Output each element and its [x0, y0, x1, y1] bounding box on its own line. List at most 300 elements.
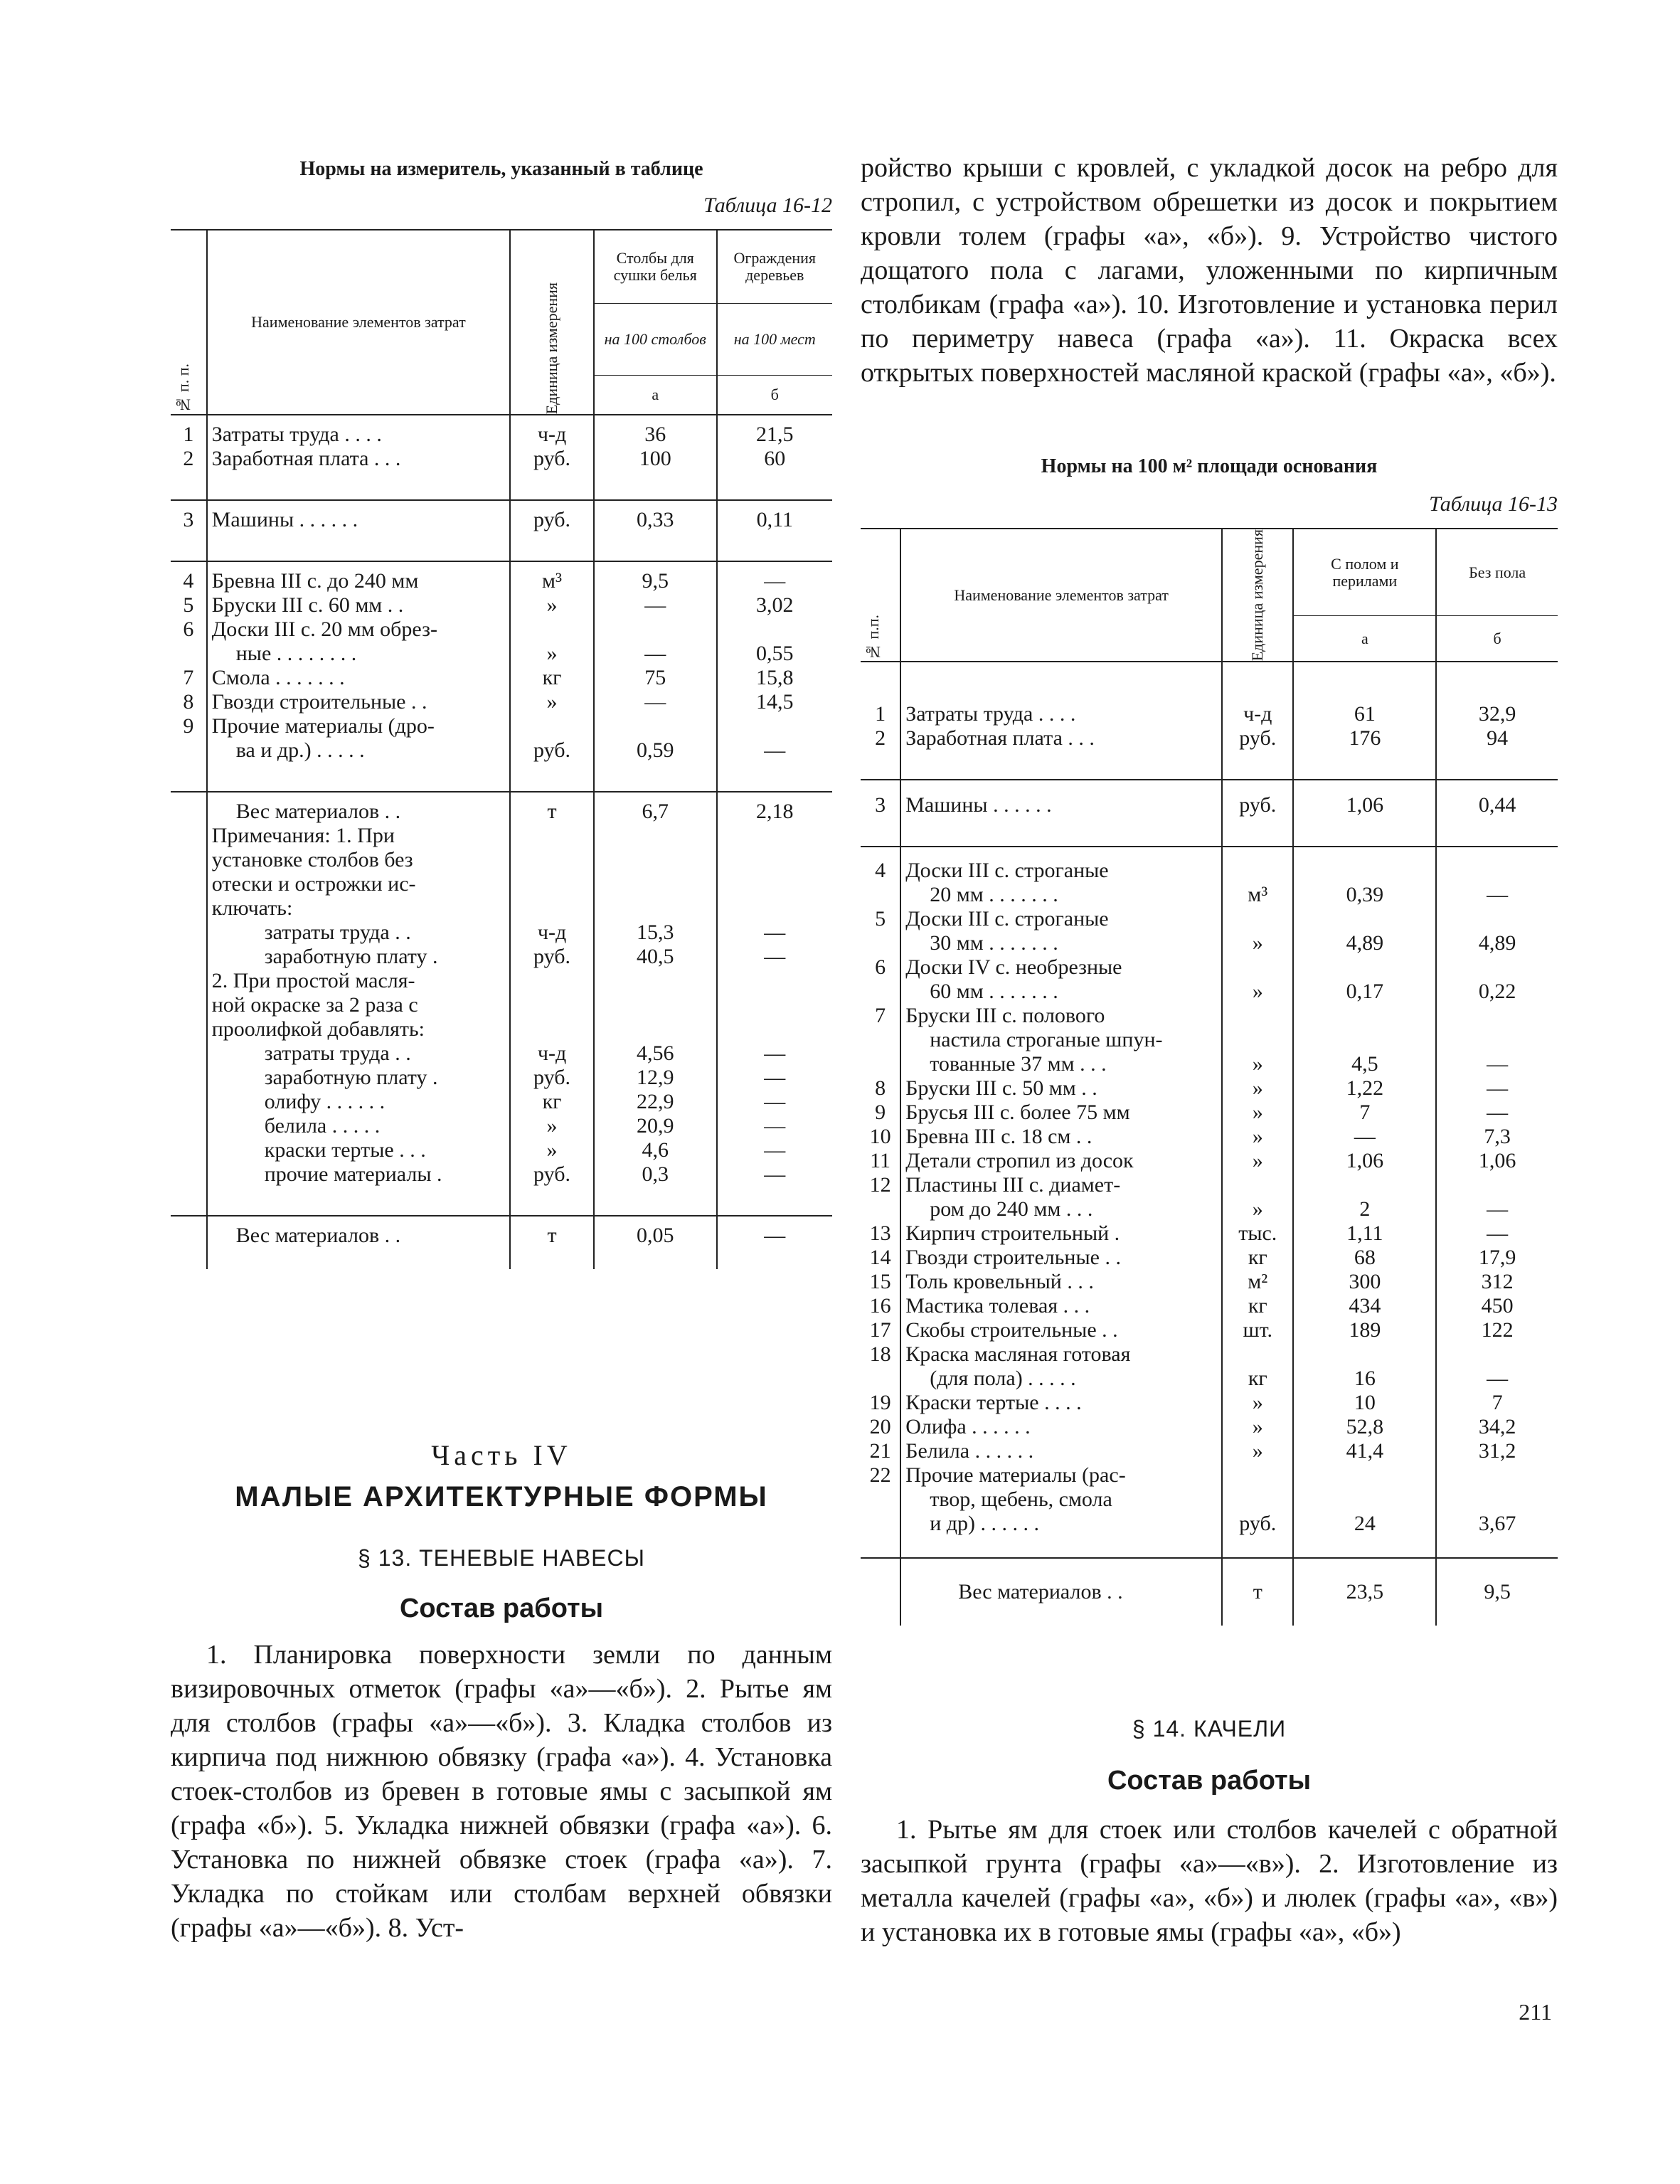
row-number: 11 [870, 1149, 891, 1173]
table-gap [171, 792, 832, 800]
row-value-b: — [1436, 1076, 1558, 1101]
row-name: Доски III с. 20 мм обрез- [207, 617, 510, 642]
row-value-b: — [1436, 1052, 1558, 1076]
row-unit [1222, 1004, 1293, 1028]
row-value-a [1293, 859, 1436, 883]
row-value-b: 450 [1436, 1294, 1558, 1318]
row-value-a: 61 [1293, 702, 1436, 726]
row-unit: » [1222, 1439, 1293, 1463]
table-row [171, 824, 832, 848]
table-row [171, 617, 832, 642]
row-name: 20 мм . . . . . . . [900, 883, 1222, 907]
weight-a: 23,5 [1293, 1580, 1436, 1604]
row-unit [1222, 1342, 1293, 1367]
table-row [171, 714, 832, 738]
table-gap [171, 561, 832, 569]
table-row [171, 690, 832, 714]
table-row [861, 1463, 1558, 1488]
row-value-a: 1,06 [1293, 1149, 1436, 1173]
row-value-b: — [1436, 883, 1558, 907]
row-unit: руб. [510, 447, 594, 471]
row-unit: » [1222, 1101, 1293, 1125]
row-value-b: — [717, 569, 832, 593]
header-b: б [1436, 616, 1558, 662]
row-unit: » [510, 593, 594, 617]
row-name: ва и др.) . . . . . [207, 738, 510, 763]
row-value-a: 52,8 [1293, 1415, 1436, 1439]
table-row [171, 666, 832, 690]
row-unit [1222, 859, 1293, 883]
part-title: МАЛЫЕ АРХИТЕКТУРНЫЕ ФОРМЫ [235, 1481, 768, 1512]
table-16-13-heading: Нормы на 100 м² площади основания [1041, 455, 1378, 477]
table-row [171, 848, 832, 872]
row-name: Прочие материалы (дро- [207, 714, 510, 738]
row-unit: » [1222, 1052, 1293, 1076]
row-value-a: — [594, 690, 717, 714]
section-13-subtitle: Состав работы [399, 1594, 604, 1623]
row-value-b [1436, 1173, 1558, 1197]
row-name: Машины . . . . . . [900, 793, 1222, 817]
row-number: 15 [869, 1270, 891, 1294]
row-value-a: 300 [1293, 1270, 1436, 1294]
row-value-b: — [717, 1090, 832, 1114]
row-number [171, 945, 207, 969]
row-number: 19 [869, 1391, 891, 1415]
row-number: 10 [869, 1125, 891, 1149]
row-name: ром до 240 мм . . . [900, 1197, 1222, 1221]
row-value-b [1436, 1488, 1558, 1512]
row-name: ные . . . . . . . . [207, 642, 510, 666]
weight-unit: т [510, 800, 594, 824]
row-number: 9 [875, 1101, 886, 1125]
row-value-a: 1,22 [1293, 1076, 1436, 1101]
row-unit: м² [1222, 1270, 1293, 1294]
row-value-a [1293, 1342, 1436, 1367]
row-unit: шт. [1222, 1318, 1293, 1342]
header-a: а [594, 376, 717, 415]
row-value-b: — [717, 1138, 832, 1162]
row-value-b [1436, 1342, 1558, 1367]
row-value-b: 122 [1436, 1318, 1558, 1342]
note-text: проолифкой добавлять: [207, 1017, 510, 1041]
header-col-b-title: Ограждения деревьев [717, 230, 832, 304]
row-number: 4 [183, 569, 194, 593]
row-unit [1222, 1488, 1293, 1512]
header-no: № п.п. [864, 615, 882, 662]
row-name: Краски тертые . . . . [900, 1391, 1222, 1415]
row-unit: руб. [1222, 726, 1293, 751]
row-number: 13 [869, 1221, 891, 1246]
row-value-a: 12,9 [594, 1066, 717, 1090]
row-name: заработную плату . [207, 1066, 510, 1090]
table-row [861, 1367, 1558, 1391]
row-value-b: — [717, 921, 832, 945]
table-row [861, 931, 1558, 955]
table-row [171, 1138, 832, 1162]
row-number: 3 [183, 508, 194, 531]
row-value-b: 32,9 [1436, 702, 1558, 726]
row-unit: кг [510, 666, 594, 690]
table-gap [171, 1216, 832, 1224]
row-unit: » [1222, 1197, 1293, 1221]
row-number: 4 [875, 859, 886, 883]
weight-a: 6,7 [594, 800, 717, 824]
row-name: Заработная плата . . . [900, 726, 1222, 751]
row-value-a: 68 [1293, 1246, 1436, 1270]
row-unit: руб. [510, 1162, 594, 1187]
row-name: краски тертые . . . [207, 1138, 510, 1162]
table-row [861, 1052, 1558, 1076]
table-gap [171, 1187, 832, 1216]
table-row [861, 1294, 1558, 1318]
section-13-text: 1. Планировка поверхности земли по данным визировочных отметок (графы «а»—«б»). 2. Рытье ям для столбов (графы «а»—«б»). 3. Кладка столбов из кирпича под нижнюю обвязку (графа «а»). 4. Установка стоек-столбов из бревен в готовые ямы с засыпкой ям (графа «б»). 5. Укладка нижней обвязки (графа «а»). 6. Установка по нижней обвязке стоек (графа «а»). 7. Укладка по стойкам или столбам верхней обвязки (графы «а»—«б»). 8. Уст- [171, 1640, 832, 1943]
row-number [861, 883, 900, 907]
table-row [171, 738, 832, 763]
row-value-a: 1,06 [1293, 793, 1436, 817]
row-value-b: 1,06 [1436, 1149, 1558, 1173]
table-row [171, 447, 832, 471]
row-name: Гвозди строительные . . [900, 1246, 1222, 1270]
table-gap [171, 532, 832, 561]
row-value-a: 40,5 [594, 945, 717, 969]
row-name: Пластины III с. диамет- [900, 1173, 1222, 1197]
table-gap [861, 847, 1558, 859]
row-value-a: 0,3 [594, 1162, 717, 1187]
row-value-a: 20,9 [594, 1114, 717, 1138]
note-text: Примечания: 1. При [207, 824, 510, 848]
row-value-a: 41,4 [1293, 1439, 1436, 1463]
row-value-b [1436, 907, 1558, 931]
row-value-b: — [1436, 1101, 1558, 1125]
row-number: 5 [183, 593, 194, 617]
row-number: 7 [875, 1004, 886, 1028]
table-row [861, 1246, 1558, 1270]
row-value-b: — [1436, 1197, 1558, 1221]
continued-text: ройство крыши с кровлей, с укладкой досок на ребро для стропил, с устройством обрешетки из досок и покрытием кровли толем (графы «а», «б»). 9. Устройство чистого дощатого пола с лагами, уложенными по кирпичным столбикам (графа «а»). 10. Изготовление и установка перил по периметру навеса (графа «а»). 11. Окраска всех открытых поверхностей масляной краской (графы «а», «б»). [861, 153, 1558, 388]
row-value-b: — [717, 1066, 832, 1090]
row-name: Детали стропил из досок [900, 1149, 1222, 1173]
row-unit: кг [1222, 1294, 1293, 1318]
table-row [171, 1090, 832, 1114]
row-unit: » [510, 1114, 594, 1138]
row-unit: » [1222, 931, 1293, 955]
row-name: Машины . . . . . . [207, 508, 510, 532]
row-number: 18 [869, 1342, 891, 1367]
row-name: Бруски III с. полового [900, 1004, 1222, 1028]
table-row [861, 1197, 1558, 1221]
table-gap [861, 1536, 1558, 1558]
table-gap [861, 817, 1558, 847]
note-text: 2. При простой масля- [207, 969, 510, 993]
row-value-b: 0,22 [1436, 980, 1558, 1004]
row-value-a: 24 [1293, 1512, 1436, 1536]
part-label: Часть IV [431, 1439, 572, 1471]
table-gap [861, 662, 1558, 702]
row-value-b [717, 617, 832, 642]
row-number: 22 [869, 1463, 891, 1488]
row-unit: » [510, 642, 594, 666]
table-16-12-heading: Нормы на измеритель, указанный в таблице [299, 158, 703, 180]
row-unit: » [1222, 1415, 1293, 1439]
row-unit: » [1222, 1125, 1293, 1149]
row-value-b: 7 [1436, 1391, 1558, 1415]
row-name: Бревна III с. 18 см . . [900, 1125, 1222, 1149]
table-row [171, 1041, 832, 1066]
row-name: затраты труда . . [207, 921, 510, 945]
page-number: 211 [1519, 1999, 1552, 2025]
row-name: 30 мм . . . . . . . [900, 931, 1222, 955]
header-name: Наименование элементов затрат [207, 230, 510, 415]
header-unit: Единица измерения [1248, 529, 1267, 662]
table-gap [171, 1248, 832, 1269]
row-name: Брусья III с. более 75 мм [900, 1101, 1222, 1125]
row-number: 7 [183, 666, 194, 689]
row-name: Бруски III с. 50 мм . . [900, 1076, 1222, 1101]
row-name: затраты труда . . [207, 1041, 510, 1066]
row-value-b: 34,2 [1436, 1415, 1558, 1439]
row-name: Смола . . . . . . . [207, 666, 510, 690]
table-row [171, 1162, 832, 1187]
row-value-b: 3,67 [1436, 1512, 1558, 1536]
row-unit: » [1222, 1391, 1293, 1415]
header-no: № п. п. [174, 364, 192, 414]
row-value-a: 9,5 [594, 569, 717, 593]
row-number [861, 980, 900, 1004]
row-number: 21 [869, 1439, 891, 1463]
table-row [171, 569, 832, 593]
row-number: 16 [869, 1294, 891, 1318]
header-col-b: Без пола [1436, 529, 1558, 616]
row-unit [1222, 1463, 1293, 1488]
row-value-b: 21,5 [717, 423, 832, 447]
header-col-a: С полом и перилами [1293, 529, 1436, 616]
table-row [861, 702, 1558, 726]
table-16-12 [171, 229, 832, 1269]
table-row [861, 1439, 1558, 1463]
row-value-a: 0,33 [594, 508, 717, 532]
row-value-b [1436, 859, 1558, 883]
row-number [861, 1028, 900, 1052]
row-value-a [594, 714, 717, 738]
row-unit: кг [510, 1090, 594, 1114]
row-number: 5 [875, 907, 886, 931]
row-number: 12 [869, 1173, 891, 1197]
row-number: 2 [875, 726, 886, 751]
section-14-subtitle: Состав работы [1107, 1766, 1312, 1796]
row-number [171, 1162, 207, 1187]
weight-label: Вес материалов . . [900, 1580, 1222, 1604]
row-value-b: 31,2 [1436, 1439, 1558, 1463]
row-name: 60 мм . . . . . . . [900, 980, 1222, 1004]
table-gap [171, 471, 832, 500]
header-col-a-per: на 100 столбов [594, 304, 717, 376]
header-unit: Единица измерения [543, 282, 561, 414]
row-value-b [1436, 955, 1558, 980]
table-row [861, 1580, 1558, 1604]
row-number: 8 [875, 1076, 886, 1101]
header-col-b-per: на 100 мест [717, 304, 832, 376]
table-row [861, 1270, 1558, 1294]
row-name: Доски III с. строганые [900, 859, 1222, 883]
row-value-a [1293, 1173, 1436, 1197]
row-name: Бруски III с. 60 мм . . [207, 593, 510, 617]
row-value-a [1293, 1488, 1436, 1512]
note-text: ключать: [207, 896, 510, 921]
row-number: 3 [875, 793, 886, 817]
row-unit: » [1222, 1149, 1293, 1173]
weight-b: 9,5 [1436, 1580, 1558, 1604]
row-unit: ч-д [510, 921, 594, 945]
row-value-a: 4,56 [594, 1041, 717, 1066]
row-unit [1222, 1028, 1293, 1052]
row-name: белила . . . . . [207, 1114, 510, 1138]
row-number [171, 738, 207, 763]
row-value-a: — [594, 642, 717, 666]
row-number [861, 1367, 900, 1391]
table-row [861, 1488, 1558, 1512]
table-row [861, 1318, 1558, 1342]
row-value-a [1293, 1028, 1436, 1052]
table-gap [861, 1558, 1558, 1580]
row-value-a: 22,9 [594, 1090, 717, 1114]
row-value-b: 14,5 [717, 690, 832, 714]
row-value-a: 16 [1293, 1367, 1436, 1391]
row-value-a [594, 617, 717, 642]
row-unit [1222, 1173, 1293, 1197]
row-number [171, 921, 207, 945]
row-name: (для пола) . . . . . [900, 1367, 1222, 1391]
row-name: Мастика толевая . . . [900, 1294, 1222, 1318]
row-value-a: 75 [594, 666, 717, 690]
row-name: Доски III с. строганые [900, 907, 1222, 931]
row-value-b: 312 [1436, 1270, 1558, 1294]
row-number: 2 [183, 447, 194, 470]
table-row [171, 593, 832, 617]
table-row [861, 1028, 1558, 1052]
table-gap [861, 1604, 1558, 1626]
row-unit [510, 714, 594, 738]
row-value-a: 0,39 [1293, 883, 1436, 907]
row-value-b [1436, 1463, 1558, 1488]
row-unit: » [1222, 1076, 1293, 1101]
row-value-a: — [1293, 1125, 1436, 1149]
row-number: 1 [875, 702, 886, 726]
row-unit: ч-д [510, 423, 594, 447]
row-value-a: 189 [1293, 1318, 1436, 1342]
row-number [171, 1114, 207, 1138]
table-row [171, 800, 832, 824]
row-unit: руб. [1222, 793, 1293, 817]
row-value-a: 100 [594, 447, 717, 471]
row-value-b: 0,55 [717, 642, 832, 666]
row-value-b: — [717, 738, 832, 763]
row-value-b: 4,89 [1436, 931, 1558, 955]
row-unit: руб. [510, 738, 594, 763]
row-number [861, 1488, 900, 1512]
row-value-a: 10 [1293, 1391, 1436, 1415]
row-name: и др) . . . . . . [900, 1512, 1222, 1536]
table-row [861, 726, 1558, 751]
table-row [171, 1224, 832, 1248]
row-value-a: 15,3 [594, 921, 717, 945]
header-a: а [1293, 616, 1436, 662]
table-16-13 [861, 528, 1558, 1626]
row-value-b: — [1436, 1367, 1558, 1391]
table-row [861, 1342, 1558, 1367]
row-name: Заработная плата . . . [207, 447, 510, 471]
row-number: 9 [183, 714, 194, 738]
row-unit: ч-д [1222, 702, 1293, 726]
table-row [861, 1004, 1558, 1028]
row-unit: руб. [510, 1066, 594, 1090]
row-value-b: 94 [1436, 726, 1558, 751]
row-name: Бревна III с. до 240 мм [207, 569, 510, 593]
table-row [171, 1066, 832, 1090]
row-value-b: 17,9 [1436, 1246, 1558, 1270]
row-name: Гвозди строительные . . [207, 690, 510, 714]
section-14-text: 1. Рытье ям для стоек или столбов качелей с обратной засыпкой грунта (графы «а»—«в»). 2. Изготовление из металла качелей (графы «а», «б») и люлек (графы «а», «в») и установка их в готовые ямы (графы «а», «б») [861, 1815, 1558, 1947]
table-row [171, 1114, 832, 1138]
row-value-a: 4,5 [1293, 1052, 1436, 1076]
row-number [861, 1512, 900, 1536]
table-row [861, 1391, 1558, 1415]
row-value-b: 0,44 [1436, 793, 1558, 817]
table-16-13-name: Таблица 16-13 [1429, 492, 1558, 516]
header-b: б [717, 376, 832, 415]
weight-unit: т [510, 1224, 594, 1248]
row-value-a: — [594, 593, 717, 617]
row-unit: тыс. [1222, 1221, 1293, 1246]
table-gap [171, 763, 832, 792]
table-gap [861, 751, 1558, 780]
table-row [861, 1221, 1558, 1246]
row-name: прочие материалы . [207, 1162, 510, 1187]
row-value-b [1436, 1004, 1558, 1028]
row-value-a: 434 [1293, 1294, 1436, 1318]
note-text: отески и острожки ис- [207, 872, 510, 896]
section-14-title: § 14. КАЧЕЛИ [1132, 1716, 1287, 1742]
table-row [861, 1149, 1558, 1173]
row-name: Затраты труда . . . . [207, 423, 510, 447]
row-unit: » [1222, 980, 1293, 1004]
row-number [171, 642, 207, 666]
row-number [861, 1197, 900, 1221]
row-unit: м³ [1222, 883, 1293, 907]
header-name: Наименование элементов затрат [900, 529, 1222, 662]
table-row [861, 1415, 1558, 1439]
row-name: Краска масляная готовая [900, 1342, 1222, 1367]
row-unit: кг [1222, 1246, 1293, 1270]
table-row [861, 955, 1558, 980]
weight-unit: т [1222, 1580, 1293, 1604]
row-name: Затраты труда . . . . [900, 702, 1222, 726]
row-number [171, 1066, 207, 1090]
table-16-12-name: Таблица 16-12 [703, 194, 832, 217]
table-row [171, 993, 832, 1017]
table-row [861, 1173, 1558, 1197]
table-row [171, 945, 832, 969]
row-name: Кирпич строительный . [900, 1221, 1222, 1246]
row-unit: руб. [510, 508, 594, 532]
row-value-b: 15,8 [717, 666, 832, 690]
row-unit: » [510, 690, 594, 714]
row-unit [1222, 907, 1293, 931]
table-row [171, 508, 832, 532]
section-13-title: § 13. ТЕНЕВЫЕ НАВЕСЫ [358, 1545, 645, 1571]
row-number: 1 [183, 423, 194, 446]
row-unit: руб. [510, 945, 594, 969]
row-value-b: 0,11 [717, 508, 832, 532]
